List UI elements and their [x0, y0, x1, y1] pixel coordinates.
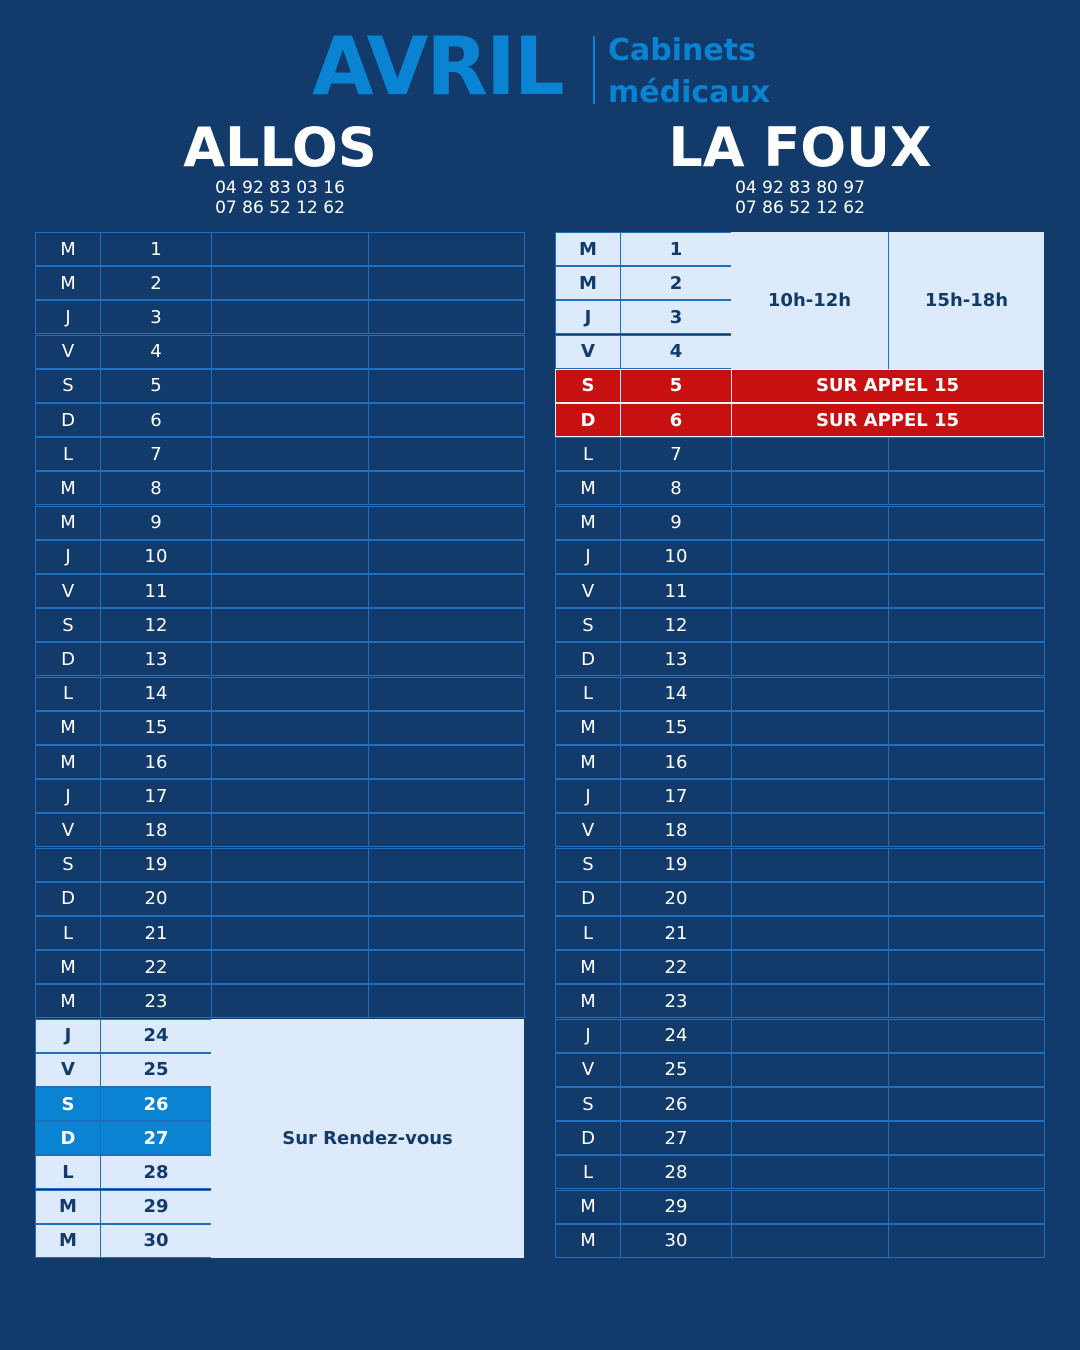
allos-afternoon-slot [368, 711, 525, 745]
lafoux-row [555, 540, 1044, 574]
lafoux-day-number: 5 [620, 369, 732, 403]
allos-day-letter: J [35, 779, 101, 813]
lafoux-day-letter: J [555, 300, 621, 334]
lafoux-day-number: 1 [620, 232, 732, 266]
lafoux-day-letter: M [555, 471, 621, 505]
allos-afternoon-slot [368, 369, 525, 403]
allos-morning-slot [211, 848, 369, 882]
allos-row [35, 813, 524, 847]
lafoux-day-letter: M [555, 711, 621, 745]
lafoux-day-number: 13 [620, 642, 732, 676]
lafoux-morning-slot [731, 574, 889, 608]
lafoux-afternoon-slot [888, 1019, 1045, 1053]
allos-row [35, 882, 524, 916]
allos-day-letter: D [35, 1121, 101, 1155]
allos-day-letter: J [35, 1019, 101, 1053]
lafoux-day-letter: V [555, 813, 621, 847]
allos-morning-slot [211, 369, 369, 403]
allos-morning-slot [211, 779, 369, 813]
lafoux-morning-slot [731, 540, 889, 574]
allos-day-number: 27 [100, 1121, 212, 1155]
allos-row [35, 232, 524, 266]
allos-day-letter: M [35, 471, 101, 505]
allos-day-number: 9 [100, 506, 212, 540]
allos-day-letter: M [35, 745, 101, 779]
lafoux-day-letter: L [555, 916, 621, 950]
allos-day-number: 13 [100, 642, 212, 676]
allos-morning-slot [211, 813, 369, 847]
allos-day-letter: D [35, 642, 101, 676]
allos-day-number: 15 [100, 711, 212, 745]
allos-day-number: 19 [100, 848, 212, 882]
allos-day-number: 12 [100, 608, 212, 642]
lafoux-day-letter: S [555, 848, 621, 882]
lafoux-day-number: 24 [620, 1019, 732, 1053]
lafoux-afternoon-slot [888, 916, 1045, 950]
lafoux-row [555, 950, 1044, 984]
allos-day-number: 18 [100, 813, 212, 847]
lafoux-phone-1: 04 92 83 80 97 [735, 178, 865, 198]
allos-day-letter: L [35, 437, 101, 471]
lafoux-header [540, 118, 1060, 218]
lafoux-afternoon-slot [888, 813, 1045, 847]
allos-day-letter: V [35, 335, 101, 369]
lafoux-row [555, 848, 1044, 882]
lafoux-morning-hours: 10h-12h [731, 232, 888, 369]
allos-day-number: 22 [100, 950, 212, 984]
allos-morning-slot [211, 471, 369, 505]
allos-day-letter: J [35, 540, 101, 574]
lafoux-morning-slot [731, 471, 889, 505]
lafoux-afternoon-slot [888, 471, 1045, 505]
lafoux-day-number: 15 [620, 711, 732, 745]
lafoux-row [555, 916, 1044, 950]
lafoux-morning-slot [731, 1053, 889, 1087]
allos-row [35, 369, 524, 403]
lafoux-morning-slot [731, 882, 889, 916]
allos-morning-slot [211, 608, 369, 642]
lafoux-morning-slot [731, 1121, 889, 1155]
lafoux-day-number: 14 [620, 677, 732, 711]
lafoux-afternoon-slot [888, 677, 1045, 711]
allos-afternoon-slot [368, 642, 525, 676]
lafoux-day-letter: M [555, 1224, 621, 1258]
allos-day-letter: S [35, 848, 101, 882]
allos-header [20, 118, 540, 218]
lafoux-day-letter: M [555, 1190, 621, 1224]
allos-afternoon-slot [368, 232, 525, 266]
allos-afternoon-slot [368, 745, 525, 779]
lafoux-afternoon-slot [888, 506, 1045, 540]
lafoux-morning-slot [731, 1224, 889, 1258]
lafoux-day-number: 8 [620, 471, 732, 505]
lafoux-morning-slot [731, 779, 889, 813]
lafoux-day-letter: D [555, 1121, 621, 1155]
lafoux-day-letter: M [555, 266, 621, 300]
lafoux-day-letter: S [555, 369, 621, 403]
allos-row [35, 916, 524, 950]
allos-afternoon-slot [368, 984, 525, 1018]
allos-row [35, 540, 524, 574]
allos-morning-slot [211, 711, 369, 745]
lafoux-day-number: 27 [620, 1121, 732, 1155]
allos-day-number: 2 [100, 266, 212, 300]
allos-day-number: 24 [100, 1019, 212, 1053]
lafoux-morning-slot [731, 642, 889, 676]
lafoux-morning-slot [731, 608, 889, 642]
allos-morning-slot [211, 403, 369, 437]
lafoux-day-letter: M [555, 506, 621, 540]
allos-row [35, 779, 524, 813]
lafoux-morning-slot [731, 1019, 889, 1053]
allos-afternoon-slot [368, 574, 525, 608]
allos-row [35, 506, 524, 540]
allos-day-letter: D [35, 882, 101, 916]
lafoux-day-letter: D [555, 642, 621, 676]
allos-day-number: 25 [100, 1053, 212, 1087]
allos-day-letter: M [35, 232, 101, 266]
lafoux-row [555, 642, 1044, 676]
lafoux-day-letter: M [555, 984, 621, 1018]
lafoux-morning-slot [731, 1087, 889, 1121]
allos-row [35, 335, 524, 369]
lafoux-day-letter: V [555, 335, 621, 369]
lafoux-afternoon-slot [888, 950, 1045, 984]
lafoux-day-number: 29 [620, 1190, 732, 1224]
allos-morning-slot [211, 232, 369, 266]
allos-afternoon-slot [368, 506, 525, 540]
lafoux-day-number: 6 [620, 403, 732, 437]
allos-day-number: 7 [100, 437, 212, 471]
lafoux-day-letter: S [555, 608, 621, 642]
allos-day-number: 26 [100, 1087, 212, 1121]
allos-row [35, 266, 524, 300]
lafoux-day-number: 20 [620, 882, 732, 916]
allos-morning-slot [211, 882, 369, 916]
allos-afternoon-slot [368, 471, 525, 505]
allos-appointment-block: Sur Rendez-vous [211, 1019, 524, 1258]
allos-morning-slot [211, 335, 369, 369]
allos-day-letter: D [35, 403, 101, 437]
lafoux-row [555, 813, 1044, 847]
lafoux-afternoon-slot [888, 540, 1045, 574]
lafoux-morning-slot [731, 437, 889, 471]
lafoux-afternoon-slot [888, 642, 1045, 676]
lafoux-afternoon-slot [888, 1224, 1045, 1258]
allos-row [35, 950, 524, 984]
lafoux-row [555, 882, 1044, 916]
allos-morning-slot [211, 642, 369, 676]
lafoux-row [555, 506, 1044, 540]
lafoux-row [555, 1019, 1044, 1053]
allos-day-letter: L [35, 677, 101, 711]
subtitle [608, 30, 770, 114]
allos-row [35, 677, 524, 711]
lafoux-morning-slot [731, 745, 889, 779]
lafoux-morning-slot [731, 711, 889, 745]
lafoux-day-number: 10 [620, 540, 732, 574]
lafoux-row [555, 745, 1044, 779]
allos-day-number: 16 [100, 745, 212, 779]
lafoux-on-call-banner: SUR APPEL 15 [731, 369, 1044, 403]
allos-afternoon-slot [368, 916, 525, 950]
lafoux-row [555, 1121, 1044, 1155]
lafoux-morning-slot [731, 677, 889, 711]
allos-afternoon-slot [368, 608, 525, 642]
lafoux-day-number: 21 [620, 916, 732, 950]
allos-day-letter: M [35, 1224, 101, 1258]
allos-day-number: 28 [100, 1155, 212, 1189]
lafoux-day-number: 2 [620, 266, 732, 300]
lafoux-day-letter: S [555, 1087, 621, 1121]
allos-morning-slot [211, 916, 369, 950]
lafoux-schedule-table [555, 232, 1044, 1258]
allos-afternoon-slot [368, 403, 525, 437]
allos-afternoon-slot [368, 437, 525, 471]
lafoux-row [555, 677, 1044, 711]
lafoux-morning-slot [731, 984, 889, 1018]
allos-row [35, 300, 524, 334]
lafoux-afternoon-slot [888, 1087, 1045, 1121]
allos-day-number: 17 [100, 779, 212, 813]
header [0, 0, 1080, 120]
allos-schedule-table [35, 232, 524, 1258]
allos-day-number: 8 [100, 471, 212, 505]
lafoux-day-number: 11 [620, 574, 732, 608]
lafoux-day-number: 18 [620, 813, 732, 847]
lafoux-day-number: 28 [620, 1155, 732, 1189]
lafoux-afternoon-slot [888, 984, 1045, 1018]
lafoux-row [555, 1224, 1044, 1258]
subtitle-line-1: Cabinets [608, 33, 756, 68]
lafoux-title: LA FOUX [668, 116, 932, 179]
lafoux-afternoon-slot [888, 1190, 1045, 1224]
allos-afternoon-slot [368, 266, 525, 300]
allos-morning-slot [211, 540, 369, 574]
allos-day-number: 21 [100, 916, 212, 950]
allos-day-letter: J [35, 300, 101, 334]
allos-day-number: 20 [100, 882, 212, 916]
allos-afternoon-slot [368, 950, 525, 984]
allos-day-letter: M [35, 950, 101, 984]
allos-title: ALLOS [183, 116, 377, 179]
allos-afternoon-slot [368, 300, 525, 334]
lafoux-morning-slot [731, 848, 889, 882]
lafoux-row [555, 437, 1044, 471]
lafoux-day-number: 22 [620, 950, 732, 984]
allos-row [35, 608, 524, 642]
lafoux-day-letter: J [555, 779, 621, 813]
allos-day-number: 3 [100, 300, 212, 334]
allos-afternoon-slot [368, 779, 525, 813]
lafoux-day-number: 7 [620, 437, 732, 471]
lafoux-day-number: 12 [620, 608, 732, 642]
allos-day-letter: V [35, 813, 101, 847]
allos-row [35, 403, 524, 437]
allos-day-number: 5 [100, 369, 212, 403]
allos-day-letter: S [35, 369, 101, 403]
lafoux-day-number: 19 [620, 848, 732, 882]
lafoux-day-letter: D [555, 403, 621, 437]
month-title: AVRIL [312, 20, 563, 113]
allos-day-number: 23 [100, 984, 212, 1018]
lafoux-day-number: 4 [620, 335, 732, 369]
lafoux-afternoon-slot [888, 437, 1045, 471]
lafoux-row [555, 984, 1044, 1018]
lafoux-afternoon-slot [888, 1053, 1045, 1087]
lafoux-afternoon-slot [888, 882, 1045, 916]
lafoux-row [555, 1053, 1044, 1087]
allos-afternoon-slot [368, 335, 525, 369]
allos-row [35, 745, 524, 779]
title-separator [593, 36, 595, 104]
allos-row [35, 984, 524, 1018]
allos-morning-slot [211, 266, 369, 300]
lafoux-day-letter: M [555, 232, 621, 266]
allos-row [35, 471, 524, 505]
allos-morning-slot [211, 984, 369, 1018]
allos-row [35, 711, 524, 745]
lafoux-on-call-banner: SUR APPEL 15 [731, 403, 1044, 437]
allos-morning-slot [211, 574, 369, 608]
lafoux-day-letter: J [555, 1019, 621, 1053]
allos-afternoon-slot [368, 677, 525, 711]
lafoux-afternoon-slot [888, 848, 1045, 882]
allos-day-letter: L [35, 1155, 101, 1189]
subtitle-line-2: médicaux [608, 75, 771, 110]
allos-day-letter: M [35, 984, 101, 1018]
lafoux-day-number: 23 [620, 984, 732, 1018]
lafoux-morning-slot [731, 506, 889, 540]
lafoux-phone-2: 07 86 52 12 62 [735, 198, 865, 218]
lafoux-day-number: 26 [620, 1087, 732, 1121]
lafoux-day-number: 16 [620, 745, 732, 779]
allos-morning-slot [211, 677, 369, 711]
allos-day-number: 6 [100, 403, 212, 437]
lafoux-afternoon-slot [888, 608, 1045, 642]
lafoux-morning-slot [731, 1190, 889, 1224]
lafoux-row [555, 1087, 1044, 1121]
allos-day-letter: M [35, 711, 101, 745]
lafoux-morning-slot [731, 813, 889, 847]
allos-morning-slot [211, 506, 369, 540]
lafoux-day-number: 17 [620, 779, 732, 813]
allos-morning-slot [211, 745, 369, 779]
lafoux-day-number: 30 [620, 1224, 732, 1258]
lafoux-day-letter: V [555, 1053, 621, 1087]
lafoux-day-number: 3 [620, 300, 732, 334]
allos-day-letter: L [35, 916, 101, 950]
allos-phone-1: 04 92 83 03 16 [215, 178, 345, 198]
lafoux-day-letter: J [555, 540, 621, 574]
lafoux-afternoon-slot [888, 1155, 1045, 1189]
lafoux-row [555, 608, 1044, 642]
allos-row [35, 437, 524, 471]
allos-afternoon-slot [368, 813, 525, 847]
lafoux-afternoon-slot [888, 574, 1045, 608]
allos-day-letter: V [35, 574, 101, 608]
lafoux-row [555, 574, 1044, 608]
allos-day-letter: M [35, 506, 101, 540]
lafoux-row [555, 1155, 1044, 1189]
allos-day-letter: S [35, 1087, 101, 1121]
allos-afternoon-slot [368, 882, 525, 916]
allos-phone-2: 07 86 52 12 62 [215, 198, 345, 218]
lafoux-afternoon-slot [888, 745, 1045, 779]
lafoux-morning-slot [731, 950, 889, 984]
allos-morning-slot [211, 950, 369, 984]
lafoux-row [555, 779, 1044, 813]
allos-row [35, 848, 524, 882]
lafoux-row [555, 711, 1044, 745]
lafoux-day-number: 9 [620, 506, 732, 540]
allos-afternoon-slot [368, 848, 525, 882]
lafoux-afternoon-slot [888, 1121, 1045, 1155]
allos-morning-slot [211, 437, 369, 471]
allos-day-number: 14 [100, 677, 212, 711]
allos-day-letter: M [35, 1190, 101, 1224]
lafoux-row [555, 1190, 1044, 1224]
allos-day-letter: M [35, 266, 101, 300]
lafoux-afternoon-slot [888, 711, 1045, 745]
lafoux-morning-slot [731, 1155, 889, 1189]
allos-day-number: 29 [100, 1190, 212, 1224]
allos-afternoon-slot [368, 540, 525, 574]
allos-day-number: 10 [100, 540, 212, 574]
allos-day-number: 4 [100, 335, 212, 369]
lafoux-day-letter: L [555, 1155, 621, 1189]
lafoux-afternoon-slot [888, 779, 1045, 813]
lafoux-day-letter: M [555, 745, 621, 779]
allos-day-letter: V [35, 1053, 101, 1087]
allos-morning-slot [211, 300, 369, 334]
lafoux-day-letter: D [555, 882, 621, 916]
lafoux-day-letter: L [555, 677, 621, 711]
allos-day-number: 1 [100, 232, 212, 266]
lafoux-morning-slot [731, 916, 889, 950]
lafoux-day-letter: M [555, 950, 621, 984]
lafoux-day-letter: L [555, 437, 621, 471]
lafoux-day-number: 25 [620, 1053, 732, 1087]
allos-day-number: 11 [100, 574, 212, 608]
allos-row [35, 642, 524, 676]
lafoux-afternoon-hours: 15h-18h [888, 232, 1044, 369]
allos-day-letter: S [35, 608, 101, 642]
allos-day-number: 30 [100, 1224, 212, 1258]
allos-row [35, 574, 524, 608]
lafoux-row [555, 471, 1044, 505]
lafoux-day-letter: V [555, 574, 621, 608]
